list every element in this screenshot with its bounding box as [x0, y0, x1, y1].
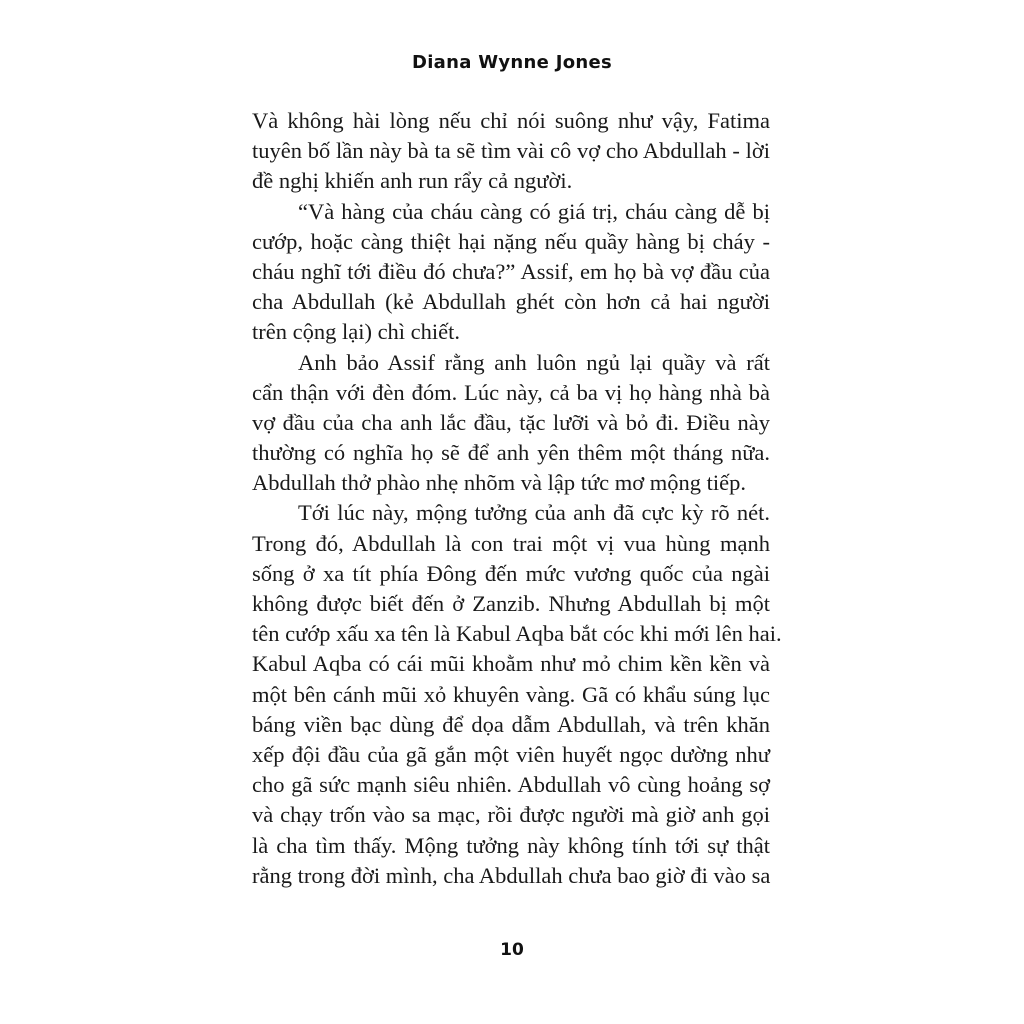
text-line: xếp đội đầu của gã gắn một viên huyết ngọc dường như: [252, 741, 770, 767]
text-line: sống ở xa tít phía Đông đến mức vương quốc của ngài: [252, 560, 770, 586]
paragraph: [252, 348, 770, 499]
text-line: là cha tìm thấy. Mộng tưởng này không tính tới sự thật: [252, 832, 770, 858]
text-line: Tới lúc này, mộng tưởng của anh đã cực kỳ rõ nét.: [298, 500, 770, 526]
text-line: “Và hàng của cháu càng có giá trị, cháu càng dễ bị: [298, 198, 770, 224]
text-line: không được biết đến ở Zanzib. Nhưng Abdullah bị một: [252, 591, 770, 616]
text-line: tuyên bố lần này bà ta sẽ tìm vài cô vợ cho Abdullah - lời: [252, 138, 770, 164]
running-header-author: Diana Wynne Jones: [411, 52, 613, 73]
paragraph: [252, 197, 770, 348]
text-line: rằng trong đời mình, cha Abdullah chưa bao giờ đi vào sa: [252, 862, 771, 888]
page-number: 10: [500, 940, 524, 960]
text-line: Và không hài lòng nếu chỉ nói suông như vậy, Fatima: [252, 108, 770, 133]
text-line: vợ đầu của cha anh lắc đầu, tặc lưỡi và bỏ đi. Điều này: [252, 409, 770, 435]
text-line: cướp, hoặc càng thiệt hại nặng nếu quầy hàng bị cháy -: [252, 228, 770, 254]
text-line: cho gã sức mạnh siêu nhiên. Abdullah vô cùng hoảng sợ: [252, 772, 770, 798]
paragraph: [252, 106, 770, 197]
text-line: báng viền bạc dùng để dọa dẫm Abdullah, và trên khăn: [252, 711, 770, 737]
text-line: đề nghị khiến anh run rẩy cả người.: [252, 168, 573, 194]
text-line: cẩn thận với đèn đóm. Lúc này, cả ba vị họ hàng nhà bà: [252, 379, 770, 405]
text-line: Kabul Aqba có cái mũi khoằm như mỏ chim kền kền và: [252, 651, 770, 677]
body-text: [252, 106, 782, 891]
paragraph: [252, 498, 782, 890]
text-line: Abdullah thở phào nhẹ nhõm và lập tức mơ mộng tiếp.: [252, 470, 747, 496]
text-line: cha Abdullah (kẻ Abdullah ghét còn hơn cả hai người: [252, 289, 770, 315]
text-line: và chạy trốn vào sa mạc, rồi được người mà giờ anh gọi: [252, 802, 770, 828]
text-line: Trong đó, Abdullah là con trai một vị vua hùng mạnh: [252, 530, 770, 556]
text-line: một bên cánh mũi xỏ khuyên vàng. Gã có khẩu súng lục: [252, 681, 770, 707]
text-line: Anh bảo Assif rằng anh luôn ngủ lại quầy và rất: [298, 349, 770, 375]
text-line: tên cướp xấu xa tên là Kabul Aqba bắt cóc khi mới lên hai.: [252, 621, 782, 647]
text-line: trên cộng lại) chì chiết.: [252, 319, 461, 345]
text-line: cháu nghĩ tới điều đó chưa?” Assif, em họ bà vợ đầu của: [252, 258, 770, 284]
text-line: thường có nghĩa họ sẽ để anh yên thêm một tháng nữa.: [252, 440, 770, 466]
